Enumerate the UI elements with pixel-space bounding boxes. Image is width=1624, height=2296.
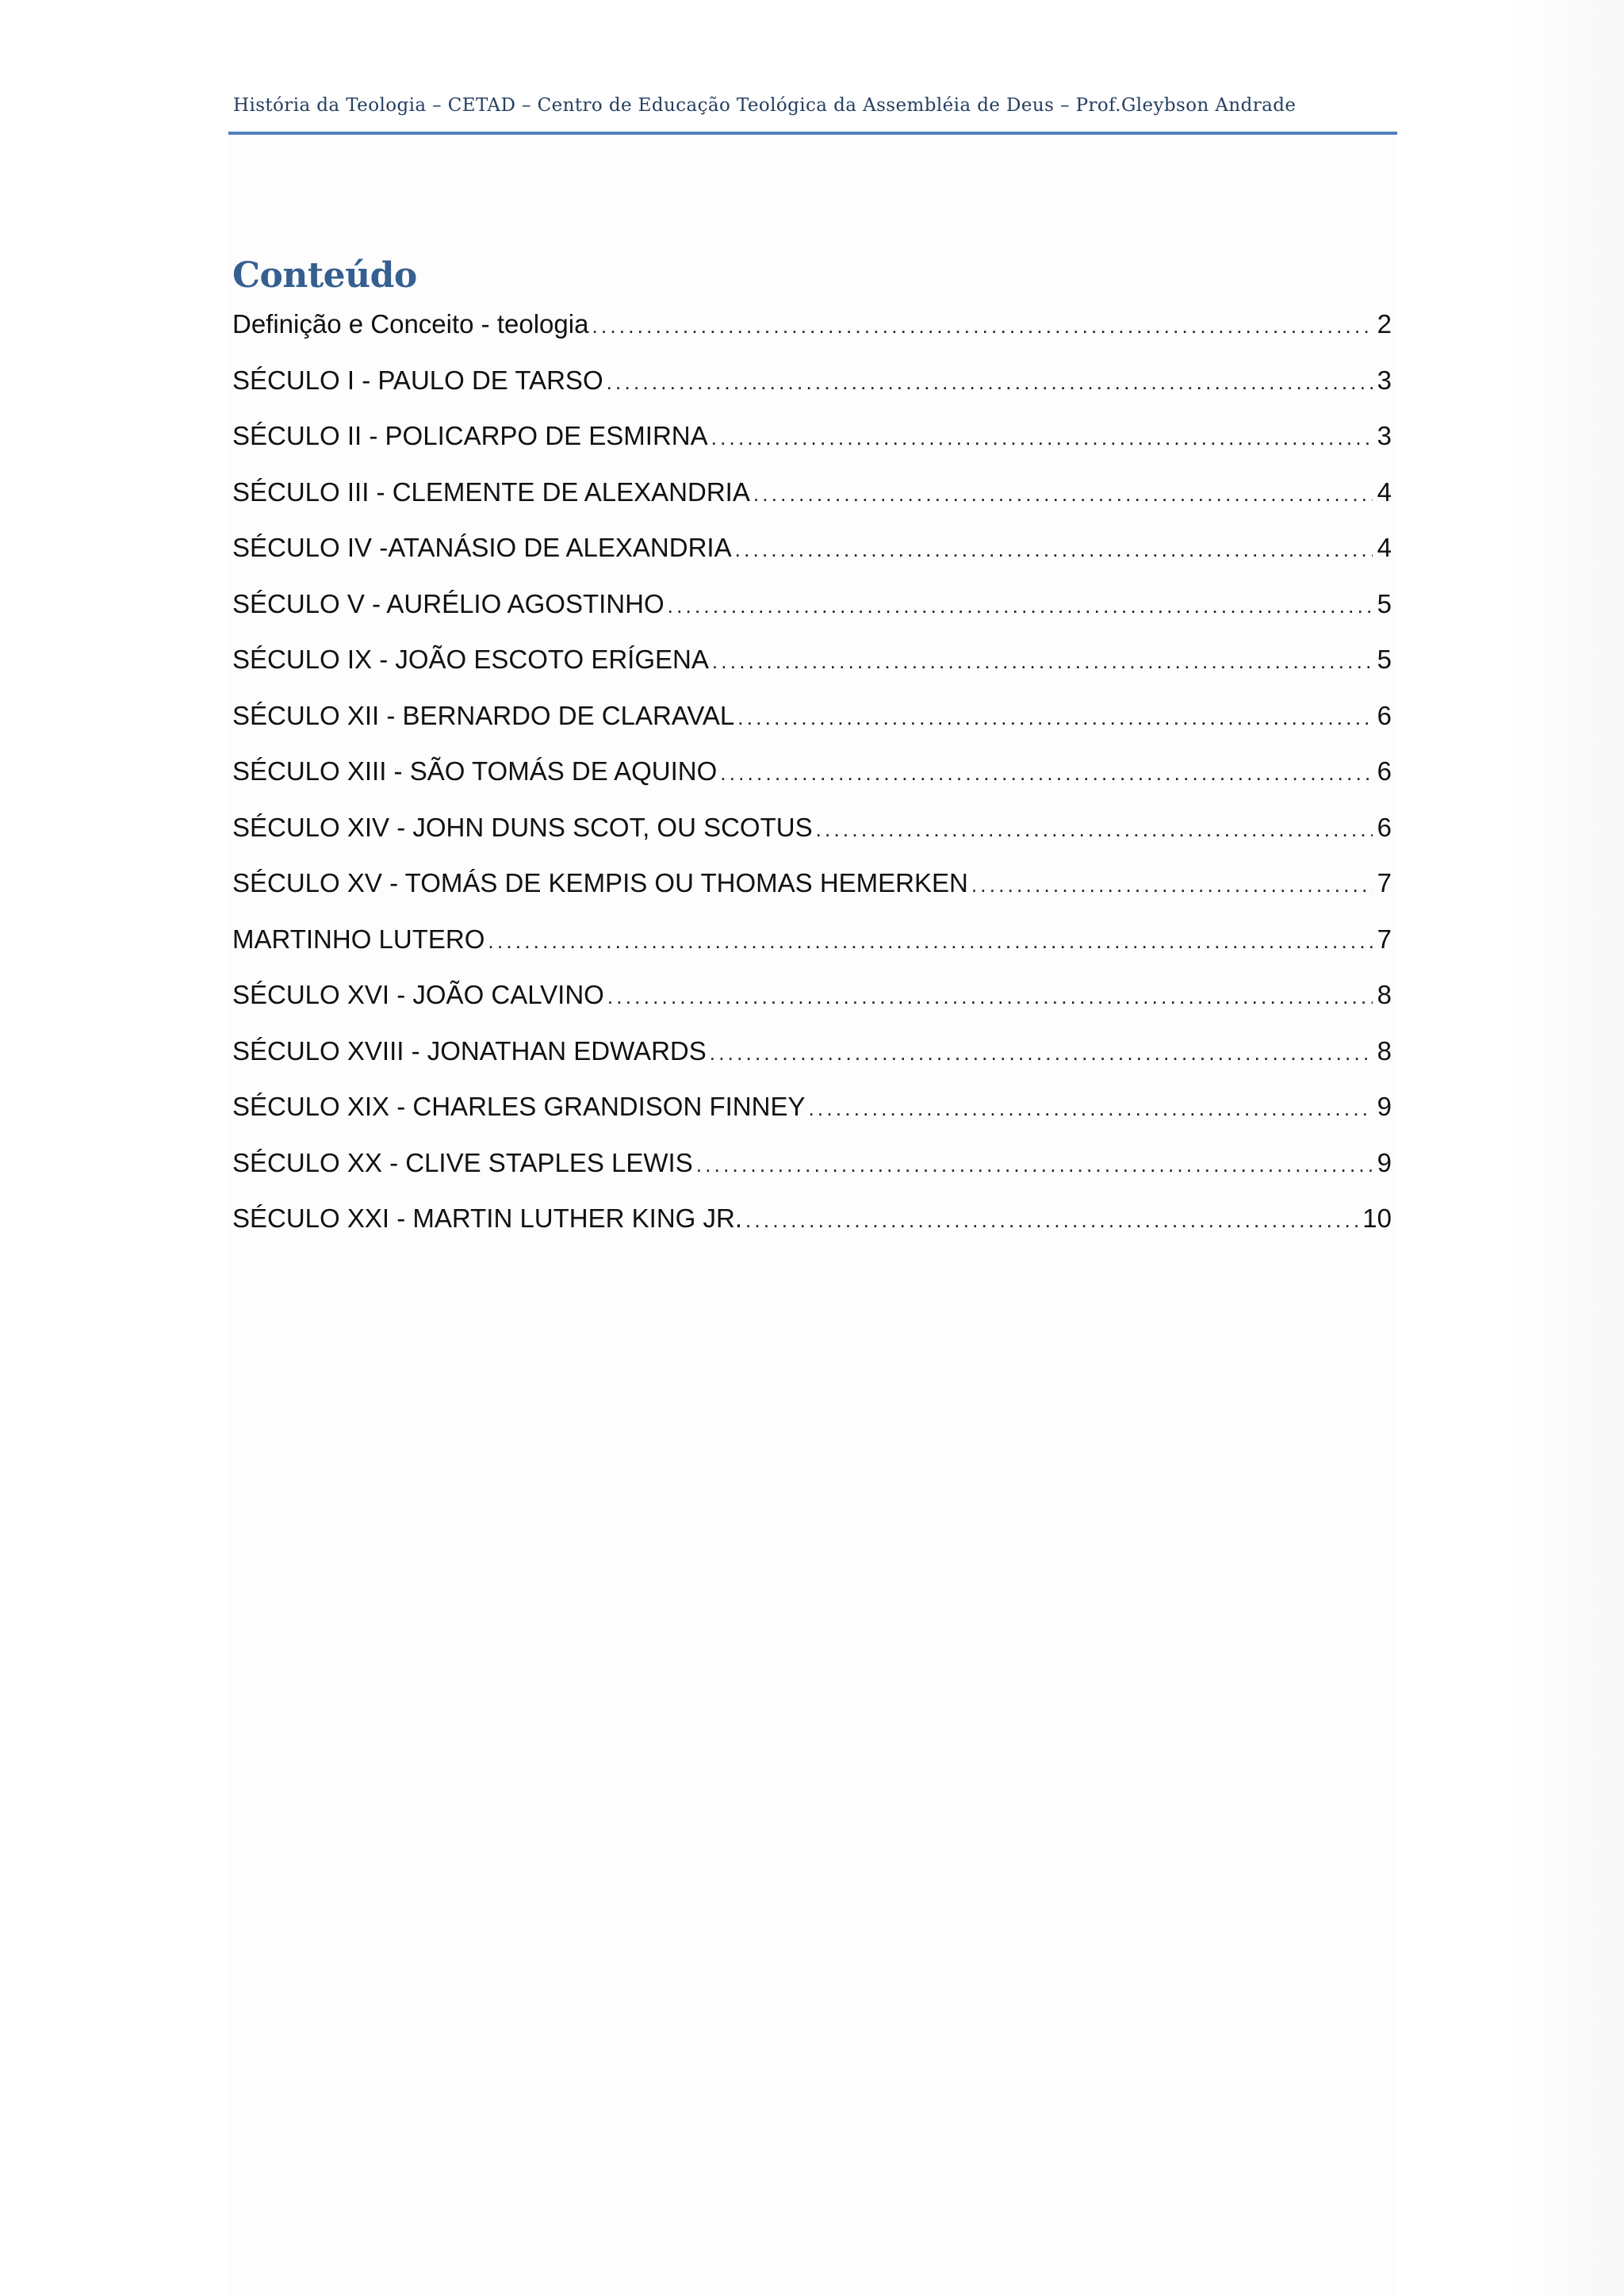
toc-entry-label: SÉCULO XVI - JOÃO CALVINO xyxy=(232,980,604,1009)
toc-entry-page-number: 9 xyxy=(1377,1147,1392,1177)
dot-leader xyxy=(710,1043,1373,1063)
toc-entry-label: SÉCULO XX - CLIVE STAPLES LEWIS xyxy=(232,1147,693,1177)
toc-entry[interactable] xyxy=(232,756,1392,813)
toc-entry[interactable] xyxy=(232,813,1392,869)
toc-entry[interactable] xyxy=(232,980,1392,1036)
dot-leader xyxy=(592,316,1372,336)
toc-entry-page-number: 4 xyxy=(1377,533,1392,562)
toc-entry-page-number: 9 xyxy=(1377,1092,1392,1121)
toc-entry-label: SÉCULO XV - TOMÁS DE KEMPIS OU THOMAS HEMERKEN xyxy=(232,868,968,897)
toc-entry[interactable] xyxy=(232,868,1392,924)
dot-leader xyxy=(737,707,1372,728)
toc-entry-label: SÉCULO XII - BERNARDO DE CLARAVAL xyxy=(232,700,735,730)
toc-entry-page-number: 6 xyxy=(1377,756,1392,786)
toc-entry-page-number: 7 xyxy=(1377,868,1392,897)
toc-entry-page-number: 5 xyxy=(1377,645,1392,674)
dot-leader xyxy=(488,931,1372,951)
toc-entry-page-number: 2 xyxy=(1377,309,1392,339)
dot-leader xyxy=(816,819,1373,840)
dot-leader xyxy=(607,986,1373,1007)
dot-leader xyxy=(720,763,1372,783)
toc-title: Conteúdo xyxy=(232,255,417,296)
toc-entry-label: SÉCULO XIV - JOHN DUNS SCOT, OU SCOTUS xyxy=(232,812,813,842)
toc-entry-page-number: 7 xyxy=(1377,924,1392,954)
toc-entry[interactable] xyxy=(232,645,1392,701)
toc-entry-page-number: 5 xyxy=(1377,588,1392,618)
dot-leader xyxy=(668,595,1373,616)
toc-entry-label: SÉCULO XIII - SÃO TOMÁS DE AQUINO xyxy=(232,756,718,786)
toc-entry-label: SÉCULO XVIII - JONATHAN EDWARDS xyxy=(232,1035,707,1066)
toc-entry-label: Definição e Conceito - teologia xyxy=(232,309,589,339)
toc-entry-label: SÉCULO XXI - MARTIN LUTHER KING JR. xyxy=(232,1203,742,1233)
table-of-contents xyxy=(232,309,1392,1260)
toc-entry-label: SÉCULO IV -ATANÁSIO DE ALEXANDRIA xyxy=(232,533,732,562)
toc-entry-page-number: 8 xyxy=(1377,980,1392,1009)
toc-entry-page-number: 6 xyxy=(1377,700,1392,730)
toc-entry-label: SÉCULO V - AURÉLIO AGOSTINHO xyxy=(232,588,665,618)
toc-entry-page-number: 6 xyxy=(1377,812,1392,842)
dot-leader xyxy=(753,484,1373,504)
dot-leader xyxy=(696,1154,1373,1175)
toc-entry[interactable] xyxy=(232,701,1392,757)
toc-entry[interactable] xyxy=(232,477,1392,534)
toc-entry-label: SÉCULO XIX - CHARLES GRANDISON FINNEY xyxy=(232,1092,806,1121)
toc-entry[interactable] xyxy=(232,1092,1392,1148)
toc-entry[interactable] xyxy=(232,421,1392,477)
toc-entry[interactable] xyxy=(232,309,1392,365)
toc-entry[interactable] xyxy=(232,589,1392,645)
toc-entry-page-number: 3 xyxy=(1377,365,1392,395)
dot-leader xyxy=(745,1210,1358,1230)
toc-entry-label: SÉCULO IX - JOÃO ESCOTO ERÍGENA xyxy=(232,645,709,674)
toc-entry[interactable] xyxy=(232,365,1392,422)
toc-entry[interactable] xyxy=(232,533,1392,589)
dot-leader xyxy=(607,372,1373,392)
toc-entry-page-number: 10 xyxy=(1362,1203,1392,1233)
toc-entry[interactable] xyxy=(232,1036,1392,1093)
running-header: História da Teologia – CETAD – Centro de Educação Teológica da Assembléia de Deus – Prof.Gleybson Andrade xyxy=(233,95,1297,116)
toc-entry[interactable] xyxy=(232,1148,1392,1204)
toc-entry-page-number: 8 xyxy=(1377,1035,1392,1066)
dot-leader xyxy=(735,539,1373,560)
toc-entry-label: SÉCULO I - PAULO DE TARSO xyxy=(232,365,603,395)
dot-leader xyxy=(808,1098,1372,1119)
toc-entry[interactable] xyxy=(232,1203,1392,1260)
dot-leader xyxy=(971,874,1373,895)
toc-entry-label: MARTINHO LUTERO xyxy=(232,924,485,954)
toc-entry-page-number: 4 xyxy=(1377,476,1392,507)
dot-leader xyxy=(711,427,1373,448)
toc-entry-label: SÉCULO III - CLEMENTE DE ALEXANDRIA xyxy=(232,476,750,507)
toc-entry[interactable] xyxy=(232,924,1392,981)
dot-leader xyxy=(712,651,1373,672)
header-rule xyxy=(228,132,1397,135)
toc-entry-page-number: 3 xyxy=(1377,421,1392,450)
toc-entry-label: SÉCULO II - POLICARPO DE ESMIRNA xyxy=(232,421,708,450)
